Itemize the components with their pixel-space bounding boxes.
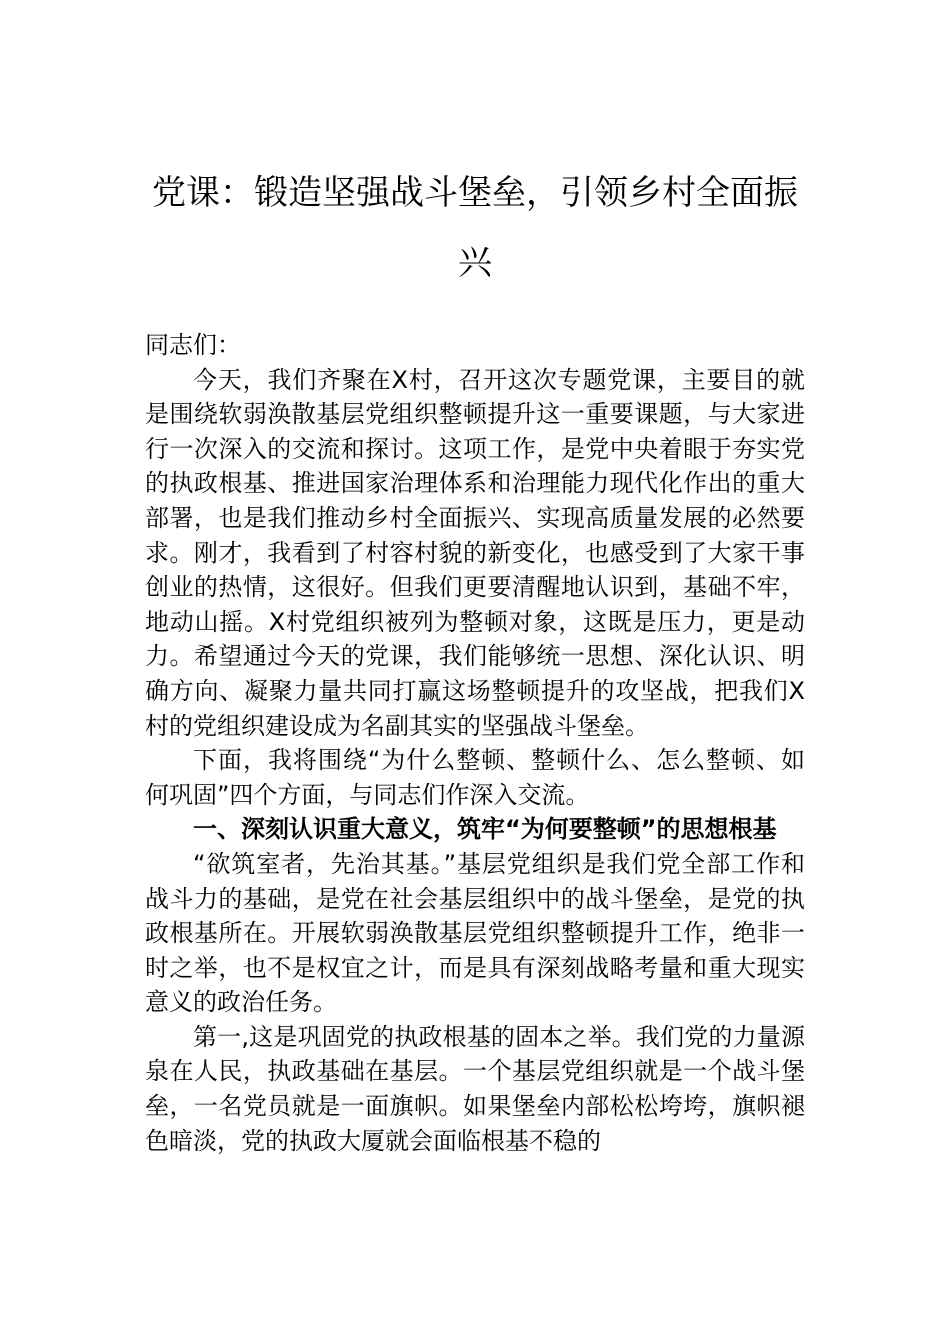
salutation: 同志们： (145, 331, 241, 359)
document-title: 党课：锻造坚强战斗堡垒，引领乡村全面振兴 (152, 173, 798, 283)
document-body (145, 328, 805, 1158)
paragraph-section-1: “欲筑室者，先治其基。”基层党组织是我们党全部工作和战斗力的基础，是党在社会基层组织中的战斗堡垒，是党的执政根基所在。开展软弱涣散基层党组织整顿提升工作，绝非一时之举，也不是权宜之计，而是具有深刻战略考量和重大现实意义的政治任务。 (145, 849, 805, 1017)
section-heading: 一、深刻认识重大意义，筑牢“为何要整顿”的思想根基 (193, 815, 777, 844)
paragraph-intro: 今天，我们齐聚在X村，召开这次专题党课，主要目的就是围绕软弱涣散基层党组织整顿提升这一重要课题，与大家进行一次深入的交流和探讨。这项工作，是党中央着眼于夯实党的执政根基、推进国家治理体系和治理能力现代化作出的重大部署，也是我们推动乡村全面振兴、实现高质量发展的必然要求。刚才，我看到了村容村貌的新变化，也感受到了大家干事创业的热情，这很好。但我们更要清醒地认识到，基础不牢，地动山摇。X村党组织被列为整顿对象，这既是压力，更是动力。希望通过今天的党课，我们能够统一思想、深化认识、明确方向、凝聚力量共同打赢这场整顿提升的攻坚战，把我们X村的党组织建设成为名副其实的坚强战斗堡垒。 (145, 365, 805, 740)
paragraph-outline: 下面，我将围绕“为什么整顿、整顿什么、怎么整顿、如何巩固”四个方面，与同志们作深入交流。 (145, 746, 805, 809)
paragraph-section-2: 第一,这是巩固党的执政根基的固本之举。我们党的力量源泉在人民，执政基础在基层。一个基层党组织就是一个战斗堡垒，一名党员就是一面旗帜。如果堡垒内部松松垮垮，旗帜褪色暗淡，党的执政大厦就会面临根基不稳的 (145, 1022, 805, 1155)
